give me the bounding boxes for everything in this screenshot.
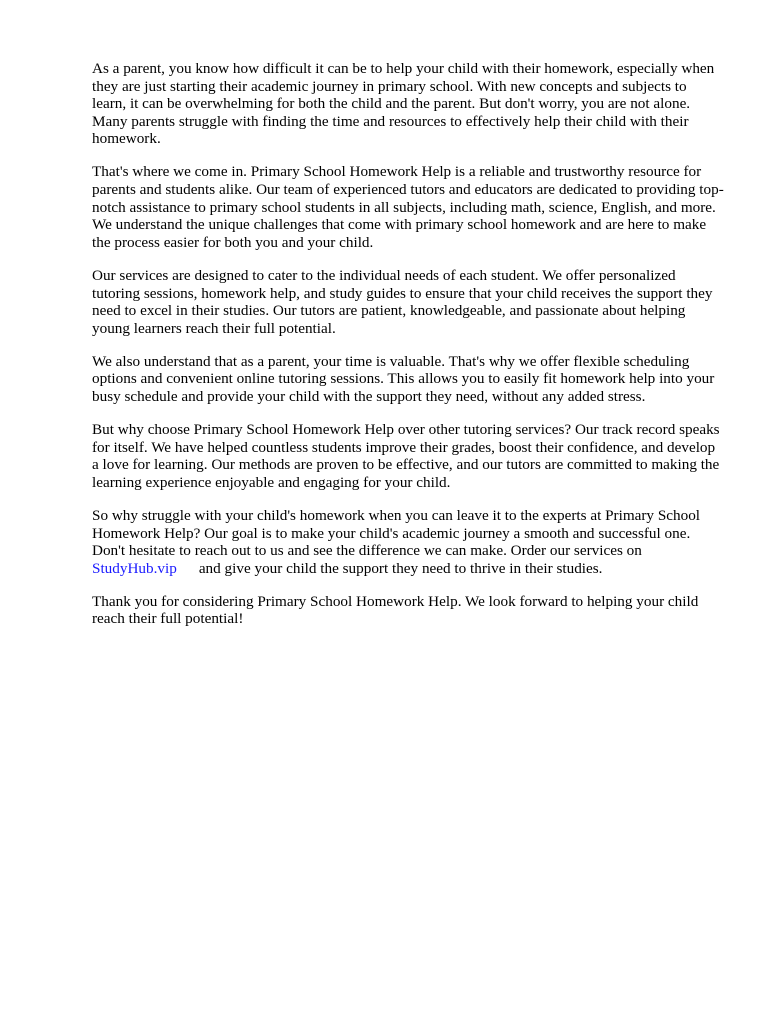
paragraph-closing: Thank you for considering Primary School Homework Help. We look forward to helping your child reach their full potential! [92, 592, 699, 628]
cta-text-before-link: So why struggle with your child's homework when you can leave it to the experts at Primary School Homework Help? Our goal is to make your child's academic journey a smooth and successful one. Don't hesitate to reach out to us and see the difference we can make. Order our services on [92, 506, 701, 560]
paragraph-scheduling: We also understand that as a parent, your time is valuable. That's why we offer flexible scheduling options and convenient online tutoring sessions. This allows you to easily fit homework help into your busy schedule and provide your child with the support they need, without any added stress. [92, 352, 715, 405]
paragraph-intro: As a parent, you know how difficult it can be to help your child with their homework, especially when they are just starting their academic journey in primary school. With new concepts and subjects to learn, it can be overwhelming for both the child and the parent. But don't worry, you are not alone. Many parents struggle with finding the time and resources to effectively help their child with their homework. [92, 60, 715, 148]
paragraph-services: Our services are designed to cater to the individual needs of each student. We offer personalized tutoring sessions, homework help, and study guides to ensure that your child receives the support they need to excel in their studies. Our tutors are patient, knowledgeable, and passionate about helping young learners reach their full potential. [92, 266, 713, 337]
document-body [92, 60, 724, 644]
paragraph-call-to-action [92, 507, 724, 577]
paragraph-about-service: That's where we come in. Primary School Homework Help is a reliable and trustworthy resource for parents and students alike. Our team of experienced tutors and educators are dedicated to providing top-notch assistance to primary school students in all subjects, including math, science, English, and more. We understand the unique challenges that come with primary school homework and are here to make the process easier for both you and your child. [92, 163, 724, 251]
cta-text-after-link: and give your child the support they need to thrive in their studies. [198, 559, 603, 577]
studyhub-link[interactable]: StudyHub.vip [92, 559, 177, 577]
paragraph-why-choose: But why choose Primary School Homework Help over other tutoring services? Our track record speaks for itself. We have helped countless students improve their grades, boost their confidence, and develop a love for learning. Our methods are proven to be effective, and our tutors are committed to making the learning experience enjoyable and engaging for your child. [92, 421, 720, 491]
